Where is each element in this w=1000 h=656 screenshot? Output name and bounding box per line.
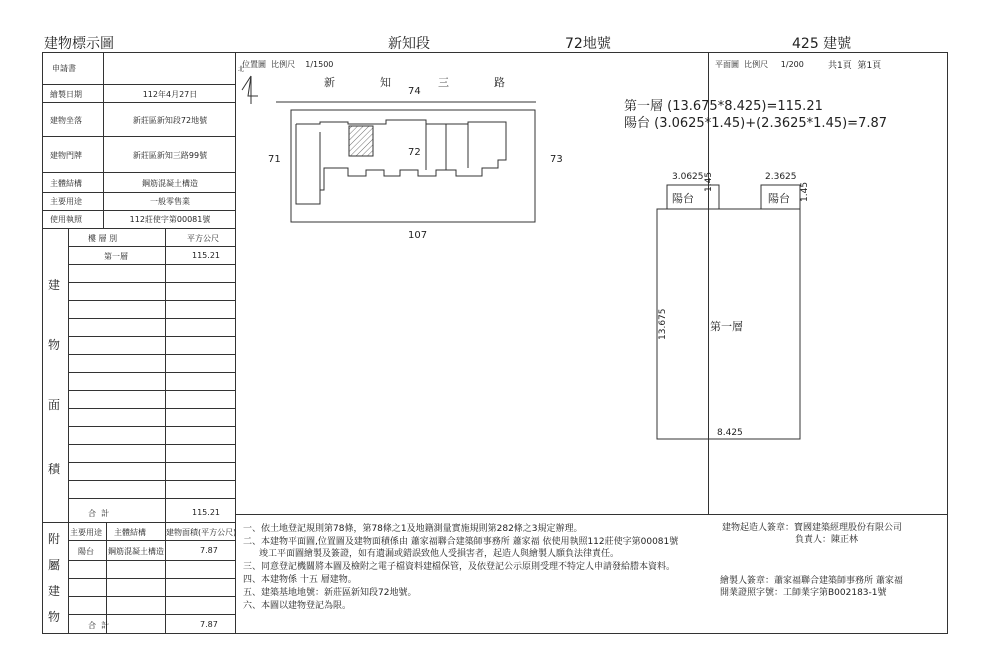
target-lot-hatch (349, 126, 373, 156)
section-name: 新知段 (388, 36, 430, 52)
label-address: 建物門牌 (50, 151, 82, 160)
note-1: 一、依土地登記規則第78條，第78條之1及地籍測量實施規則第282條之3規定辦理。 (243, 524, 583, 534)
area-section-char-1: 建 (48, 278, 61, 292)
document-title: 建物標示圖 (44, 36, 114, 52)
location-map-drawing (236, 72, 556, 252)
road-char-2: 知 (380, 76, 391, 89)
label-use-license: 使用執照 (50, 215, 82, 224)
value-main-use: 一般零售業 (150, 197, 190, 206)
lot-number: 72地號 (565, 36, 611, 52)
attach-section-char-4: 物 (48, 610, 61, 624)
area-header-sqm: 平方公尺 (187, 234, 219, 243)
note-3: 三、同意登記機關將本圖及檢附之電子檔資料建檔保管，及依登記公示原則受理不特定人申請發給謄本資料。 (243, 562, 676, 572)
road-char-4: 路 (494, 76, 505, 89)
attach-row-area: 7.87 (200, 546, 218, 555)
balcony-left-label: 陽台 (672, 192, 694, 205)
lot-label-center: 72 (408, 147, 421, 158)
area-formula-floor1: 第一層 (13.675*8.425)=115.21 (624, 99, 823, 114)
road-char-1: 新 (324, 76, 335, 89)
lot-label-top: 74 (408, 86, 421, 97)
signature-drafter: 繪製人簽章：蕭家福聯合建築師事務所 蕭家福 (720, 576, 903, 586)
floor-width-dim: 8.425 (717, 428, 743, 438)
north-label: 北 (238, 66, 245, 73)
attach-header-structure: 主體結構 (114, 528, 146, 537)
area-formula-balcony: 陽台 (3.0625*1.45)+(2.3625*1.45)=7.87 (624, 116, 888, 131)
info-table (42, 52, 236, 634)
label-draw-date: 繪製日期 (50, 90, 82, 99)
floor-plan-scale: 平面圖 比例尺 1/200 (715, 60, 804, 69)
area-total-label: 合 計 (88, 509, 110, 518)
attach-total-value: 7.87 (200, 620, 218, 629)
page-count: 共1頁 第1頁 (828, 61, 882, 71)
balcony-right-label: 陽台 (768, 192, 790, 205)
balcony-left-depth: 1.45 (704, 171, 714, 192)
area-total-value: 115.21 (192, 508, 220, 517)
location-map-scale: 位置圖 比例尺 1/1500 (242, 60, 334, 69)
attach-section-char-3: 建 (48, 584, 61, 598)
building-number: 425 建號 (792, 36, 852, 52)
area-section-char-2: 物 (48, 338, 61, 352)
area-row-floor: 第一層 (104, 252, 128, 261)
value-address: 新莊區新知三路99號 (132, 151, 208, 160)
label-structure: 主體結構 (50, 179, 82, 188)
divider-notes (235, 514, 948, 515)
balcony-left-width: 3.0625 (672, 172, 704, 182)
attach-section-char-1: 附 (48, 532, 61, 546)
signature-owner: 建物起造人簽章：寶國建築經理股份有限公司 (722, 523, 903, 533)
area-header-floor: 樓 層 別 (88, 234, 118, 243)
label-building-location: 建物坐落 (50, 116, 82, 125)
attach-header-area: 建物面積(平方公尺) (166, 528, 237, 537)
lot-label-bottom: 107 (408, 230, 428, 241)
attach-section-char-2: 屬 (48, 558, 61, 572)
value-use-license: 112莊使字第00081號 (129, 215, 211, 224)
area-section-char-3: 面 (48, 398, 61, 412)
value-draw-date: 112年4月27日 (142, 90, 198, 99)
signature-owner-rep: 負責人：陳正林 (795, 535, 859, 545)
floor-plan-drawing (650, 180, 820, 450)
balcony-right-depth: 1.45 (800, 181, 810, 202)
lot-label-right: 73 (550, 154, 563, 165)
label-main-use: 主要用途 (50, 197, 82, 206)
attach-row-structure: 鋼筋混凝土構造 (108, 547, 164, 556)
area-row-sqm: 115.21 (192, 251, 220, 260)
value-structure: 鋼筋混凝土構造 (142, 179, 198, 188)
attach-total-label: 合 計 (88, 621, 110, 630)
attach-header-use: 主要用途 (70, 528, 102, 537)
lot-label-left: 71 (268, 154, 281, 165)
note-6: 六、本圖以建物登記為限。 (243, 601, 352, 611)
note-4: 四、本建物係 十五 層建物。 (243, 575, 357, 585)
area-section-char-4: 積 (48, 462, 61, 476)
floor-plan-label: 第一層 (710, 320, 743, 333)
note-2: 二、本建物平面圖,位置圖及建物面積係由 蕭家福聯合建築師事務所 蕭家福 依使用執照112莊使字第00081號 (243, 537, 679, 547)
road-char-3: 三 (438, 76, 449, 89)
note-5: 五、建築基地地號：新莊區新知段72地號。 (243, 588, 417, 598)
label-application: 申請書 (52, 64, 76, 73)
value-building-location: 新莊區新知段72地號 (132, 116, 208, 125)
balcony-right-width: 2.3625 (765, 172, 797, 182)
attach-row-use: 陽台 (78, 547, 94, 556)
note-2-cont: 竣工平面圖繪製及簽證，如有遺漏或錯誤致他人受損害者，起造人與繪製人願負法律責任。 (259, 549, 620, 559)
signature-license: 開業證照字號：工師業字第B002183-1號 (720, 588, 887, 598)
north-arrow-icon (242, 76, 258, 104)
floor-height-dim: 13.675 (658, 308, 668, 340)
